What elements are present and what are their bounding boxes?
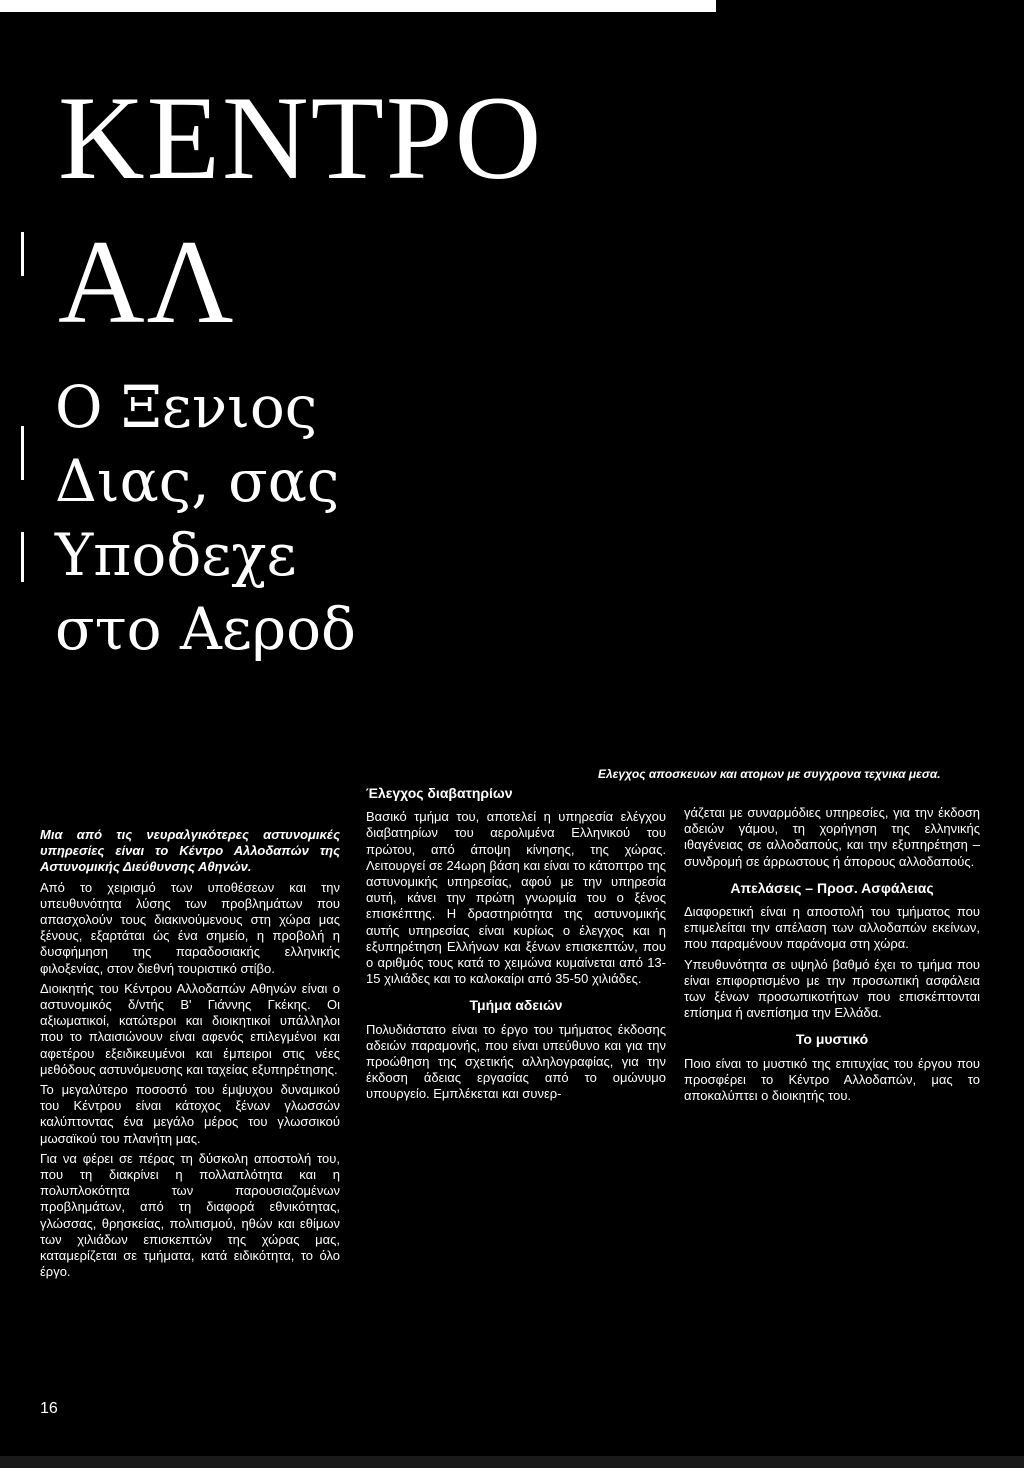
article-column-1 (40, 827, 340, 1284)
article-paragraph: Από το χειρισμό των υποθέσεων και την υπευθυνότητα λύσης των προβλημάτων που απασχολούν τους διακινούμενους στη χώρα μας ξένους, εξαρτάται ώς ένα σημείο, η προβολή η δυσφήμηση της παραδοσιακής ελληνικής φιλοξενίας, στον διεθνή τουριστικό στίβο. (40, 879, 340, 976)
article-paragraph: Πολυδιάστατο είναι το έργο του τμήματος έκδοσης αδειών παραμονής, που είναι υπεύθυνο και για την προώθηση της σχετικής αλληλογραφίας, για την έκδοση άδειας εργασίας από το ομώνυμο υπουργείο. Εμπλέκεται και συνερ- (366, 1021, 666, 1102)
subheadline-line: Υποδεχε (55, 521, 297, 589)
bottom-edge-strip (0, 1456, 1024, 1468)
article-paragraph: Για να φέρει σε πέρας τη δύσκολη αποστολή του, που τη διακρίνει η πολλαπλότητα και η πολυπλοκότητα των παρουσιαζομένων προβλημάτων, από τη διαφορά εθνικότητας, γλώσσας, θρησκείας, πολιτισμού, ηθών και εθίμων των χιλιάδων επισκεπτών της χώρας μας, καταμερίζεται σε τμήματα, κατά ειδικότητα, το όλο έργο. (40, 1150, 340, 1280)
section-heading-secret: Το μυστικό (795, 1031, 869, 1048)
page-number: 16 (40, 1400, 58, 1417)
article-paragraph: Το μεγαλύτερο ποσοστό του έμψυχου δυναμικού του Κέντρου είναι κάτοχος ξένων γλωσσών καλύπτοντας ένα μεγάλο μέρος του γλωσσικού μωσαϊκού του πλανήτη μας. (40, 1082, 340, 1146)
top-edge-strip (0, 0, 716, 12)
section-heading-deportations: Απελάσεις – Προσ. Ασφάλειας (730, 879, 934, 896)
margin-rule (21, 232, 24, 276)
article-paragraph: Βασικό τμήμα του, αποτελεί η υπηρεσία ελέγχου διαβατηρίων του αερολιμένα Ελληνικού του πρώτου, από άποψη κίνησης, της χώρας. Λειτουργεί σε 24ωρη βάση και είναι το κάτοπτρο της αστυνομικής υπηρεσίας, αφού με την υπηρεσία αυτή, κάνει την πρώτη γνωριμία του ο ξένος επισκέπτης. Η δραστηριότητα της αστυνομικής αυτής υπηρεσίας είναι κυρίως ο έλεγχος και η εξυπηρέτηση Ελλήνων και ξένων επισκεπτών, που ο αριθμός τους κατά το χειμώνα κυμαίνεται από 13-15 χιλιάδες και το καλοκαίρι από 35-50 χιλιάδες. (366, 809, 666, 987)
subheadline-line: Διας, σας (55, 447, 340, 515)
margin-rule (21, 532, 24, 582)
subheadline-line: Ο Ξενιος (55, 373, 318, 441)
margin-rule (21, 426, 24, 480)
headline-line-1: ΚΕΝΤΡΟ (58, 71, 544, 204)
section-heading-permits: Τμήμα αδειών (469, 997, 563, 1014)
headline-line-2: ΑΛ (58, 215, 236, 348)
article-column-2 (366, 785, 666, 1107)
photo-caption: Ελεγχος αποσκευων και ατομων με συγχρονα τεχνικα μεσα. (598, 767, 941, 781)
article-paragraph: Υπευθυνότητα σε υψηλό βαθμό έχει το τμήμα που είναι επιφορτισμένο με την προσωπική ασφάλεια των ξένων προσωπικοτήτων που επισκέπτονται επίσημα ή ανεπίσημα την Ελλάδα. (684, 956, 980, 1021)
section-heading-passport-control: Έλεγχος διαβατηρίων (366, 785, 513, 801)
article-lead: Μια από τις νευραλγικότερες αστυνομικές υπηρεσίες είναι το Κέντρο Αλλοδαπών της Αστυνομικής Διεύθυνσης Αθηνών. (40, 827, 340, 875)
subheadline (55, 370, 356, 666)
article-paragraph: Διαφορετική είναι η αποστολή του τμήματος που επιμελείται την απέλαση των αλλοδαπών εκείνων, που παραμένουν παράνομα στη χώρα. (684, 904, 980, 952)
article-paragraph: γάζεται με συναρμόδιες υπηρεσίες, για την έκδοση αδειών γάμου, τη χορήγηση της ελληνικής ιθαγένειας σε αλλοδαπούς, και την εξυπηρέτηση – συνδρομή σε άρρωστους ή άπορους αλλοδαπούς. (684, 805, 980, 869)
article-paragraph: Ποιο είναι το μυστικό της επιτυχίας του έργου που προσφέρει το Κέντρο Αλλοδαπών, μας το αποκαλύπτει ο διοικητής του. (684, 1055, 980, 1104)
article-paragraph: Διοικητής του Κέντρου Αλλοδαπών Αθηνών είναι ο αστυνομικός δ/ντής Β' Γιάννης Γκέκης. Οι αξιωματικοί, κατώτεροι και διοικητικοί υπάλληλοι που το πλαισιώνουν είναι αφενός επιλεγμένοι και αφετέρου εξειδικευμένοι και έμπειροι στις νέες μεθόδους αστυνόμευσης και ταχείας εξυπηρέτησης. (40, 980, 340, 1077)
subheadline-line: στο Αεροδ (55, 595, 356, 663)
article-column-3 (684, 785, 980, 1108)
